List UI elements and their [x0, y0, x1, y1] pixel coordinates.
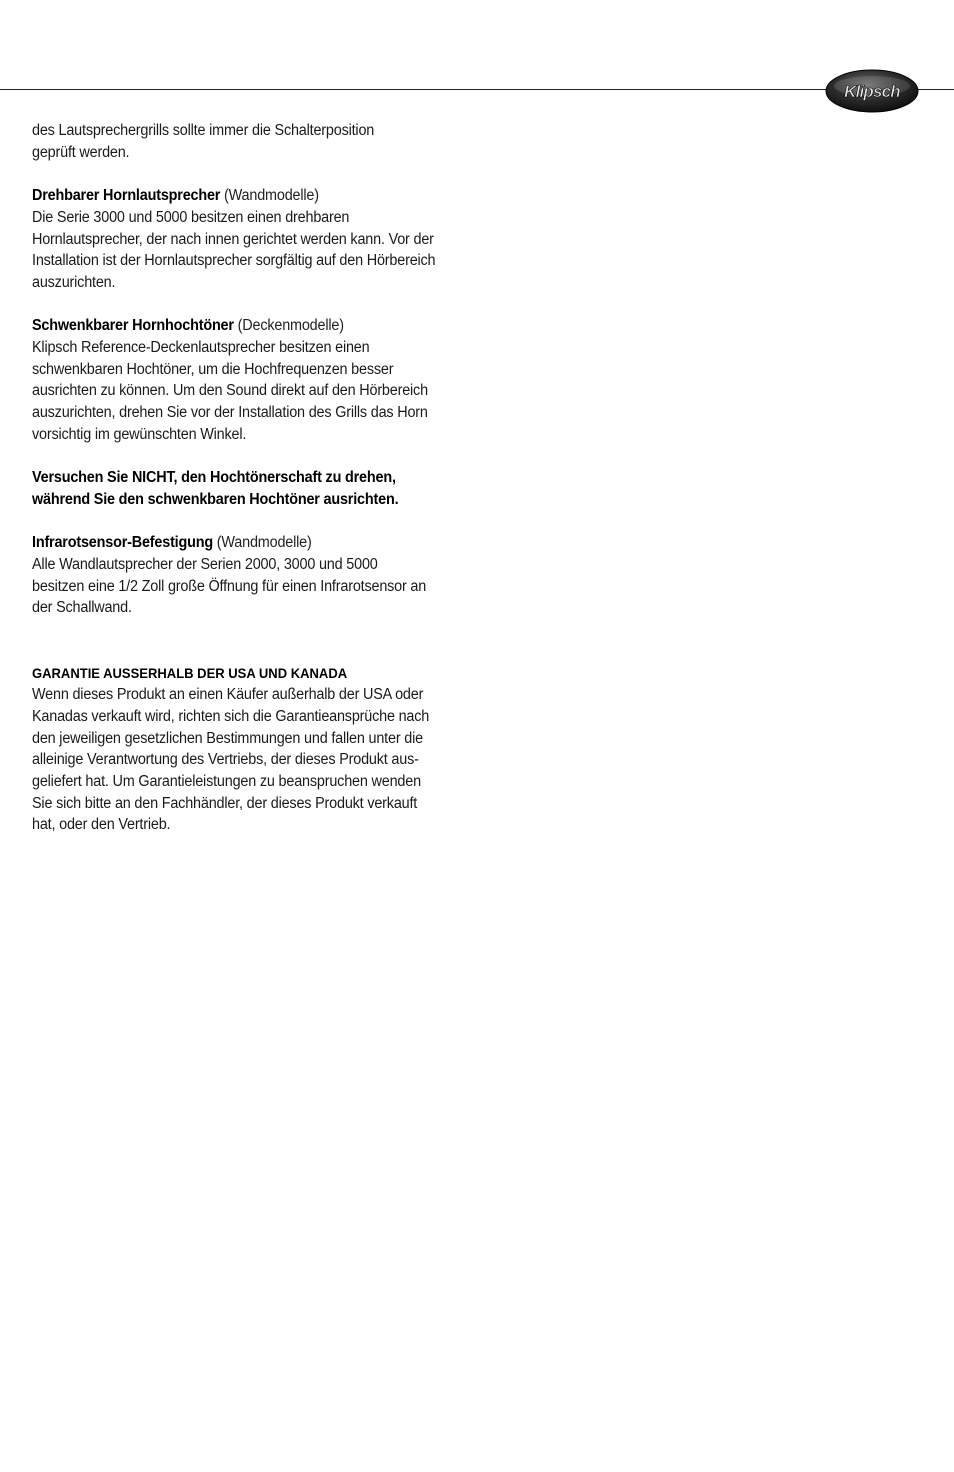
text-line: des Lautsprechergrills sollte immer die Schalterposition [32, 122, 375, 139]
text-line: während Sie den schwenkbaren Hochtöner ausrichten. [32, 490, 399, 508]
section-heading: Infrarotsensor-Befestigung (Wandmodelle) [32, 534, 312, 552]
intro-paragraph [32, 120, 441, 163]
header-rule [0, 89, 954, 90]
text-line: besitzen eine 1/2 Zoll große Öffnung für einen Infrarotsensor an [32, 577, 427, 595]
text-line: Alle Wandlautsprecher der Serien 2000, 3000 und 5000 [32, 556, 378, 573]
section-rotating-horn [32, 185, 441, 294]
text-line: Hornlautsprecher, der nach innen gerichtet werden kann. Vor der [32, 230, 434, 248]
text-line: geliefert hat. Um Garantieleistungen zu beanspruchen wenden [32, 773, 421, 791]
text-line: schwenkbaren Hochtöner, um die Hochfrequenzen besser [32, 360, 394, 378]
text-line: Kanadas verkauft wird, richten sich die Garantieansprüche nach [32, 707, 430, 725]
text-line: hat, oder den Vertrieb. [32, 816, 171, 834]
text-line: Die Serie 3000 und 5000 besitzen einen drehbaren [32, 208, 350, 226]
text-line: den jeweiligen gesetzlichen Bestimmungen und fallen unter die [32, 729, 423, 747]
text-line: vorsichtig im gewünschten Winkel. [32, 425, 247, 443]
warning-note [32, 467, 441, 510]
text-line: auszurichten. [32, 273, 116, 291]
text-line: alleinige Verantwortung des Vertriebs, der dieses Produkt aus- [32, 751, 419, 769]
document-body [32, 120, 441, 836]
text-line: der Schallwand. [32, 599, 132, 617]
section-infrared-sensor [32, 532, 441, 619]
section-heading: Drehbarer Hornlautsprecher (Wandmodelle) [32, 187, 319, 205]
klipsch-logo [825, 69, 919, 113]
section-warranty [32, 663, 441, 837]
text-line: Wenn dieses Produkt an einen Käufer außerhalb der USA oder [32, 686, 424, 704]
svg-text:Klipsch: Klipsch [844, 82, 900, 101]
text-line: auszurichten, drehen Sie vor der Installation des Grills das Horn [32, 404, 428, 422]
warranty-heading: GARANTIE AUSSERHALB DER USA UND KANADA [32, 664, 348, 681]
text-line: ausrichten zu können. Um den Sound direkt auf den Hörbereich [32, 382, 428, 400]
text-line: Klipsch Reference-Deckenlautsprecher besitzen einen [32, 339, 370, 356]
text-line: Versuchen Sie NICHT, den Hochtönerschaft zu drehen, [32, 469, 396, 487]
section-heading: Schwenkbarer Hornhochtöner (Deckenmodelle) [32, 317, 344, 335]
section-pivoting-tweeter [32, 315, 441, 445]
text-line: geprüft werden. [32, 143, 130, 161]
text-line: Sie sich bitte an den Fachhändler, der dieses Produkt verkauft [32, 794, 418, 812]
text-line: Installation ist der Hornlautsprecher sorgfältig auf den Hörbereich [32, 252, 436, 270]
